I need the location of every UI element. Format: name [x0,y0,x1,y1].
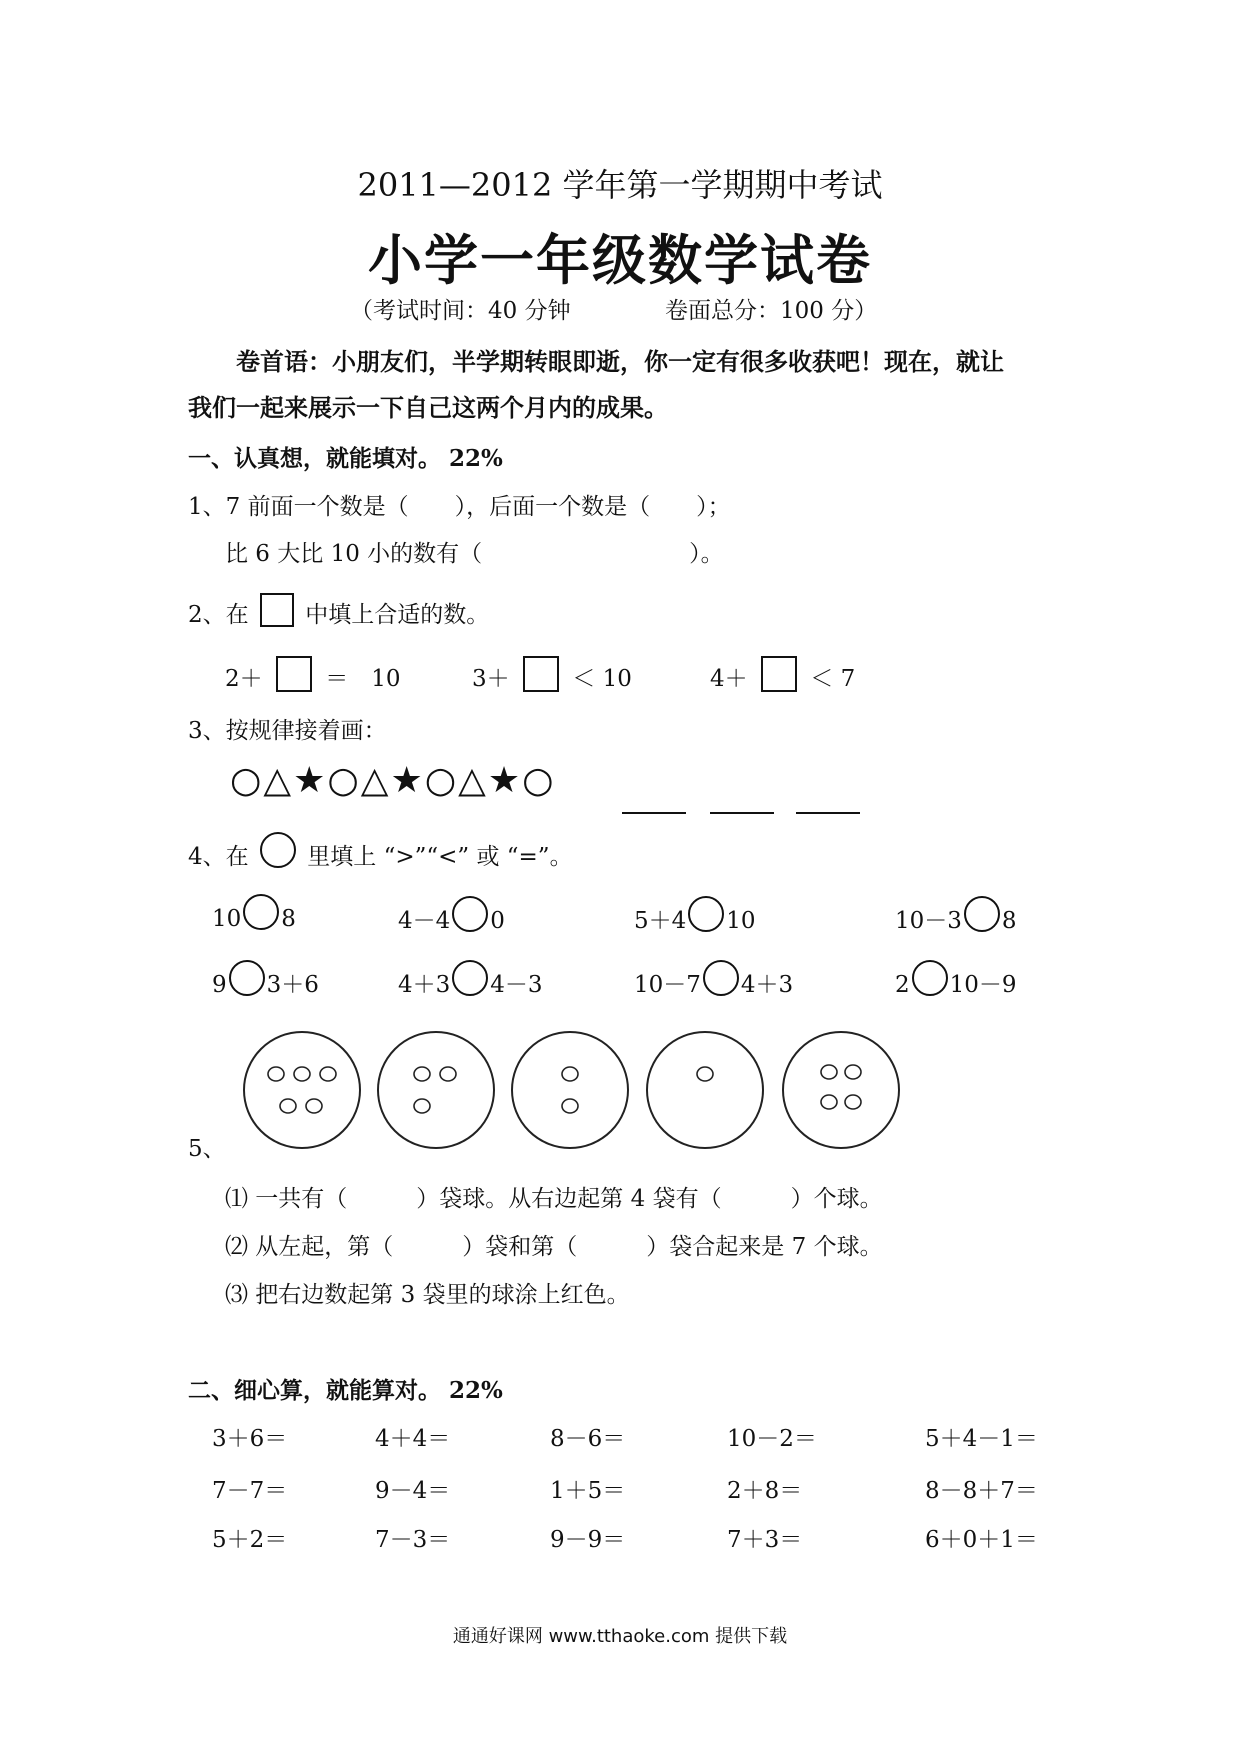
compare-right: 4＋3 [740,972,794,998]
calc-problem[interactable]: 5＋2＝ [212,1527,288,1553]
calc-problem[interactable]: 2＋8＝ [727,1478,803,1504]
page-title: 小学一年级数学试卷 [368,229,872,292]
calc-problem[interactable]: 5＋4－1＝ [925,1426,1038,1452]
q4-prefix: 4、在 [188,844,249,870]
q5-label: 5、 [188,1136,226,1162]
compare-circle-icon [260,832,296,868]
calc-problem[interactable]: 7－3＝ [375,1527,451,1553]
q2-item-right: ＜ 7 [810,666,856,692]
ball [320,1067,336,1081]
compare-item [895,902,1017,940]
calc-problem[interactable]: 1＋5＝ [550,1478,626,1504]
ball-bag [378,1032,494,1148]
compare-circle[interactable] [452,960,488,996]
q5-sub-1: ⑴ 一共有（ ）袋球。从右边起第 4 袋有（ ）个球。 [225,1186,883,1212]
exam-score: 卷面总分：100 分） [665,298,878,324]
q1-line-1: 1、7 前面一个数是（ ），后面一个数是（ ）； [188,494,731,520]
preface-line-2: 我们一起来展示一下自己这两个月内的成果。 [188,394,668,422]
compare-circle[interactable] [912,960,948,996]
answer-box-icon [260,593,294,627]
section-1-heading: 一、认真想，就能填对。 22% [188,445,503,472]
calc-problem[interactable]: 7＋3＝ [727,1527,803,1553]
compare-item [398,902,505,940]
q2-suffix: 中填上合适的数。 [305,602,490,628]
shape-pattern: ○△★○△★○△★○ [230,760,556,801]
compare-item [895,966,1017,1004]
calc-problem[interactable]: 4＋4＝ [375,1426,451,1452]
compare-circle[interactable] [229,960,265,996]
q2-item-1 [225,660,401,698]
exam-line: 2011—2012 学年第一学期期中考试 [357,166,883,204]
ball [280,1099,296,1113]
ball [821,1065,837,1079]
compare-item [212,902,296,938]
compare-left: 4－4 [398,908,451,934]
compare-left: 10 [212,906,242,932]
ball [845,1065,861,1079]
q2-item-left: 4＋ [710,666,748,692]
ball [562,1099,578,1113]
q4-suffix: 里填上 “>”“<” 或 “=”。 [307,844,573,870]
exam-time: （考试时间：40 分钟 [350,298,571,324]
drawing-blank[interactable] [796,812,860,814]
compare-right: 8 [1001,908,1017,934]
ball [697,1067,713,1081]
q2-instruction [188,596,489,633]
ball [268,1067,284,1081]
footer-credit: 通通好课网 www.tthaoke.com 提供下载 [452,1626,788,1647]
compare-right: 10－9 [949,972,1017,998]
drawing-blank[interactable] [622,812,686,814]
compare-right: 3＋6 [266,972,319,998]
compare-circle[interactable] [703,960,739,996]
ball [414,1067,430,1081]
compare-left: 5＋4 [634,908,687,934]
compare-item [398,966,543,1004]
calc-problem[interactable]: 6＋0＋1＝ [925,1527,1038,1553]
q2-item-2 [472,660,632,698]
q1-line-2: 比 6 大比 10 小的数有（ ）。 [225,541,724,567]
ball [845,1095,861,1109]
ball [562,1067,578,1081]
q4-instruction [188,838,573,876]
compare-circle[interactable] [452,896,488,932]
q3-label: 3、按规律接着画： [188,718,387,744]
calc-problem[interactable]: 9－9＝ [550,1527,626,1553]
q2-item-left: 2＋ [225,666,263,692]
compare-right: 0 [490,908,505,934]
compare-right: 10 [726,908,756,934]
compare-right: 4－3 [490,972,543,998]
compare-right: 8 [281,906,296,932]
compare-left: 10－3 [895,908,962,934]
calc-problem[interactable]: 3＋6＝ [212,1426,288,1452]
answer-box[interactable] [761,656,797,692]
compare-item [634,966,793,1004]
calc-problem[interactable]: 10－2＝ [727,1426,817,1452]
answer-box[interactable] [276,656,312,692]
ball-bag [512,1032,628,1148]
compare-circle[interactable] [243,894,279,930]
calc-problem[interactable]: 8－8＋7＝ [925,1478,1038,1504]
compare-left: 2 [895,972,910,998]
ball [821,1095,837,1109]
section-2-heading: 二、细心算，就能算对。 22% [188,1377,503,1404]
calc-problem[interactable]: 8－6＝ [550,1426,626,1452]
ball-bag [647,1032,763,1148]
q2-item-3 [710,660,855,698]
answer-box[interactable] [523,656,559,692]
ball [294,1067,310,1081]
q5-sub-3: ⑶ 把右边数起第 3 袋里的球涂上红色。 [225,1282,630,1308]
compare-left: 4＋3 [398,972,451,998]
calc-problem[interactable]: 9－4＝ [375,1478,451,1504]
compare-item [212,966,319,1004]
compare-circle[interactable] [964,896,1000,932]
ball [440,1067,456,1081]
drawing-blank[interactable] [710,812,774,814]
ball [414,1099,430,1113]
ball-bags-illustration [240,1028,940,1158]
q2-prefix: 2、在 [188,602,249,628]
calc-problem[interactable]: 7－7＝ [212,1478,288,1504]
compare-item [634,902,756,940]
q2-item-right: ＜ 10 [572,666,632,692]
compare-left: 10－7 [634,972,701,998]
q2-item-left: 3＋ [472,666,510,692]
ball [306,1099,322,1113]
ball-bag [783,1032,899,1148]
ball-bag [244,1032,360,1148]
compare-circle[interactable] [688,896,724,932]
preface-line-1: 卷首语：小朋友们，半学期转眼即逝，你一定有很多收获吧！现在，就让 [236,348,1004,376]
q5-sub-2: ⑵ 从左起，第（ ）袋和第（ ）袋合起来是 7 个球。 [225,1234,883,1260]
compare-left: 9 [212,972,227,998]
q2-item-right: ＝ 10 [325,666,401,692]
